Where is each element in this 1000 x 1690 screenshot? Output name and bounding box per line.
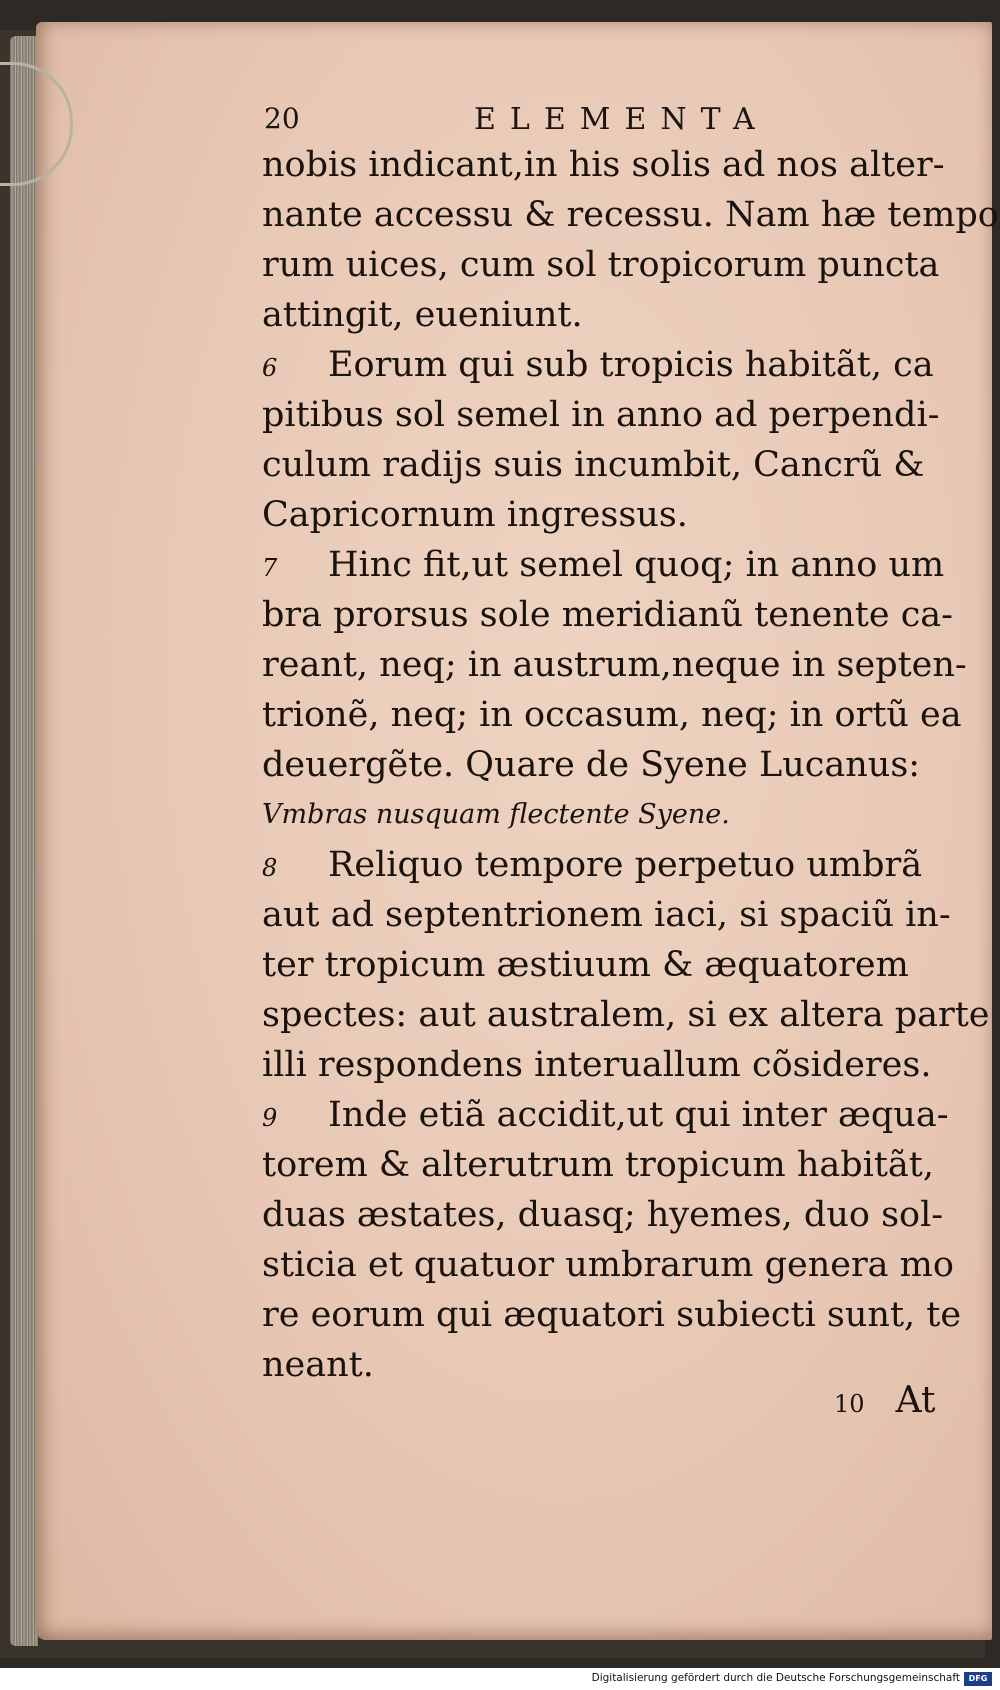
catchword-text: At [895,1380,936,1421]
text-line [262,1240,992,1290]
line-text: bra prorsus sole meridianũ tenente ca- [262,595,953,635]
text-line [262,840,992,890]
line-text: Hinc fit,ut semel quoq; in anno um [328,545,945,585]
text-line [262,890,992,940]
line-text: illi respondens interuallum cõsideres. [262,1045,932,1085]
dfg-logo-icon: DFG [964,1672,992,1686]
line-text: Reliquo tempore perpetuo umbrã [328,845,923,885]
line-text: nante accessu & recessu. Nam hæ tempo [262,195,999,235]
line-text: Inde etiã accidit,ut qui inter æqua- [328,1095,949,1135]
text-line [262,490,992,540]
running-title: ELEMENTA [474,102,769,137]
catchword [834,1380,935,1421]
page-number: 20 [264,102,300,135]
text-line [262,390,992,440]
section-number: 6 [262,354,278,382]
section-number: 7 [262,554,278,582]
line-text: Capricornum ingressus. [262,495,688,535]
line-text: ter tropicum æstiuum & æquatorem [262,945,909,985]
line-text: sticia et quatuor umbrarum genera mo [262,1245,954,1285]
line-text: attingit, eueniunt. [262,295,583,335]
footer-bar [0,1670,1000,1690]
text-line [262,1190,992,1240]
line-text: spectes: aut australem, si ex altera parte [262,995,990,1035]
text-line [262,1140,992,1190]
text-line [262,690,992,740]
text-line [262,590,992,640]
line-text: neant. [262,1345,374,1385]
text-line [262,740,992,790]
line-text: aut ad septentrionem iaci, si spaciũ in- [262,895,951,935]
text-line [262,1040,992,1090]
text-line [262,990,992,1040]
text-line [262,1090,992,1140]
line-text: rum uices, cum sol tropicorum puncta [262,245,940,285]
line-text: trionẽ, neq; in occasum, neq; in ortũ ea [262,695,962,735]
line-text: Eorum qui sub tropicis habitãt, ca [328,345,934,385]
catchword-number: 10 [834,1390,865,1418]
line-text: deuergẽte. Quare de Syene Lucanus: [262,745,921,785]
text-line [262,940,992,990]
text-line [262,240,992,290]
line-text: reant, neq; in austrum,neque in septen- [262,645,967,685]
text-line [262,540,992,590]
text-line [262,140,992,190]
line-text: duas æstates, duasq; hyemes, duo sol- [262,1195,944,1235]
text-line [262,340,992,390]
text-line [262,290,992,340]
funding-note: Digitalisierung gefördert durch die Deutsche Forschungsgemeinschaft [591,1672,960,1684]
text-line [262,190,999,240]
text-line [262,440,992,490]
line-text: Vmbras nusquam flectente Syene. [262,799,730,830]
section-number: 9 [262,1104,278,1132]
line-text: re eorum qui æquatori subiecti sunt, te [262,1295,962,1335]
line-text: pitibus sol semel in anno ad perpendi- [262,395,940,435]
text-block [262,140,999,1390]
line-text: culum radijs suis incumbit, Cancrũ & [262,445,925,485]
text-line [262,1290,992,1340]
text-line [262,640,992,690]
section-number: 8 [262,854,278,882]
page-edges [10,36,38,1646]
line-text: nobis indicant,in his solis ad nos alter- [262,145,945,185]
line-text: torem & alterutrum tropicum habitãt, [262,1145,934,1185]
text-line [262,790,992,840]
